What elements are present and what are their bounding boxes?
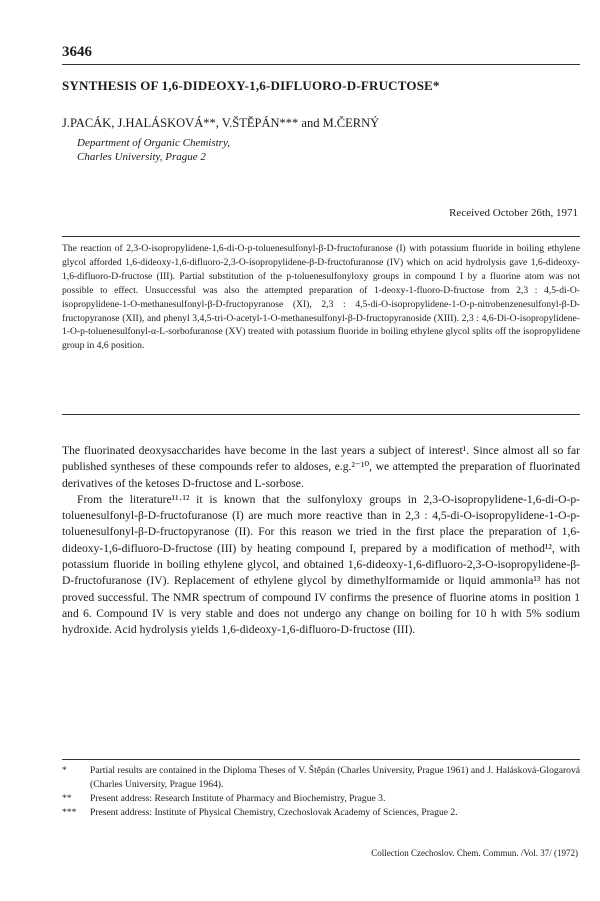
footnote-rule — [62, 759, 580, 760]
footnote-text: Present address: Research Institute of Pharmacy and Biochemistry, Prague 3. — [90, 792, 386, 804]
received-date: Received October 26th, 1971 — [449, 207, 578, 219]
footnote-mark: * — [62, 765, 67, 776]
footnote-mark: *** — [62, 806, 77, 818]
body-paragraph-1: The fluorinated deoxysaccharides have become in the last years a subject of interest¹. Since almost all so far published syntheses of these compounds refer to aldoses, e.g.²⁻¹⁰, we attempted the preparation of fluorinated derivatives of the ketoses D-fructose and L-sorbose. — [62, 444, 580, 490]
footnote-text: Partial results are contained in the Diploma Theses of V. Štěpán (Charles University, Prague 1961) and J. Halásková-Glogarová (Charles University, Prague 1964). — [90, 765, 580, 790]
footnote-mark: ** — [62, 792, 72, 804]
abstract-rule-top — [62, 236, 580, 237]
abstract-text: The reaction of 2,3-O-isopropylidene-1,6-di-O-p-toluenesulfonyl-β-D-fructofuranose (I) with potassium fluoride in boiling ethylene glycol afforded 1,6-dideoxy-1,6-difluoro-2,3-O-isopropylidene-β-D-fructofuranose (IV) which on acid hydrolysis gave 1,6-dideoxy-1,6-difluoro-D-fructose (III). Partial substitution of the p-toluenesulfonyloxy groups in compound I by a fluorine atom was not possible to effect. Unsuccessful was also the attempted preparation of 1-deoxy-1-fluoro-D-fructose from 2,3 : 4,5-di-O-isopropylidene-1-O-methanesulfonyl-β-D-fructopyranose (XI), 2,3 : 4,5-di-O-isopropylidene-1-O-p-nitrobenzenesulfonyl-β-D-fructopyranose (XII), and phenyl 3,4,5-tri-O-acetyl-1-O-methanesulfonyl-β-D-fructopyranoside (XIII). 2,3 : 4,6-Di-O-isopropylidene-1-O-p-toluenesulfonyl-α-L-sorbofuranose (XV) treated with potassium fluoride in boiling ethylene glycol splits off the isopropylidene group in 4,6 position. — [62, 243, 580, 352]
abstract-rule-bottom — [62, 414, 580, 415]
footnote-text: Present address: Institute of Physical Chemistry, Czechoslovak Academy of Sciences, Prague 2. — [90, 806, 458, 818]
footnote — [62, 806, 580, 820]
body-paragraph-2: From the literature¹¹·¹² it is known that the sulfonyloxy groups in 2,3-O-isopropylidene-1,6-di-O-p-toluenesulfonyl-β-D-fructofuranose (I) are much more reactive than in 2,3 : 4,5-di-O-isopropylidene-1-O-p-toluenesulfonyl-β-D-fructopyranose (II). For this reason we tried in the first place the preparation of 1,6-dideoxy-1,6-difluoro-D-fructose (III) by heating compound I, prepared by a modification of method¹², with potassium fluoride in boiling ethylene glycol, and obtained 1,6-dideoxy-1,6-difluoro-2,3-O-isopropylidene-β-D-fructofuranose (IV). Replacement of ethylene glycol by dimethylformamide or liquid ammonia¹³ has not proved successful. The NMR spectrum of compound IV confirms the presence of fluorine atoms in position 1 and 6. Compound IV is very stable and does not undergo any change on boiling for 10 h with 5% sodium hydroxide. Acid hydrolysis yields 1,6-dideoxy-1,6-difluoro-D-fructose (III). — [62, 492, 580, 637]
affiliation-department: Department of Organic Chemistry, — [77, 137, 230, 149]
footnote — [62, 764, 580, 792]
footnotes — [62, 764, 580, 820]
header-rule — [62, 64, 580, 65]
affiliation-university: Charles University, Prague 2 — [77, 151, 206, 163]
page-number: 3646 — [62, 44, 92, 60]
abstract — [62, 242, 580, 353]
article-body — [62, 443, 580, 639]
journal-citation: Collection Czechoslov. Chem. Commun. /Vol. 37/ (1972) — [371, 848, 578, 858]
article-title: SYNTHESIS OF 1,6-DIDEOXY-1,6-DIFLUORO-D-FRUCTOSE* — [62, 78, 440, 93]
footnote — [62, 792, 580, 806]
author-list: J.PACÁK, J.HALÁSKOVÁ**, V.ŠTĚPÁN*** and M.ČERNÝ — [62, 116, 380, 130]
